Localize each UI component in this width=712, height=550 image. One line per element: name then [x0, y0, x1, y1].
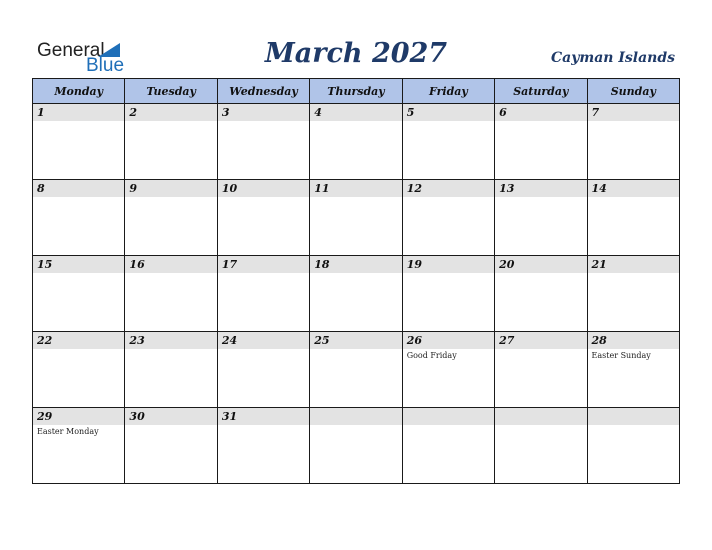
day-number: 24 [218, 332, 309, 349]
day-cell [310, 104, 402, 180]
day-number: 1 [33, 104, 124, 121]
day-cell [217, 408, 309, 484]
day-number [495, 408, 586, 425]
day-cell [125, 180, 217, 256]
day-number: 29 [33, 408, 124, 425]
day-cell [495, 180, 587, 256]
day-number: 10 [218, 180, 309, 197]
day-number: 6 [495, 104, 586, 121]
day-number: 4 [310, 104, 401, 121]
day-number: 26 [403, 332, 494, 349]
weekday-saturday: Saturday [495, 79, 587, 104]
day-cell [402, 104, 494, 180]
day-cell [587, 332, 679, 408]
day-cell [217, 256, 309, 332]
weekday-header-row [33, 79, 680, 104]
day-cell [587, 408, 679, 484]
week-row [33, 180, 680, 256]
day-number: 13 [495, 180, 586, 197]
region-name: Cayman Islands [551, 50, 675, 66]
day-number: 5 [403, 104, 494, 121]
day-number: 7 [588, 104, 679, 121]
day-number: 19 [403, 256, 494, 273]
week-row [33, 332, 680, 408]
day-number: 11 [310, 180, 401, 197]
day-cell [402, 180, 494, 256]
day-number: 12 [403, 180, 494, 197]
holiday-label: Easter Sunday [591, 351, 651, 360]
day-cell [217, 104, 309, 180]
week-row [33, 408, 680, 484]
day-cell [33, 180, 125, 256]
calendar-title: March 2027 [264, 38, 448, 69]
day-cell [125, 104, 217, 180]
day-cell [495, 332, 587, 408]
holiday-label: Good Friday [406, 351, 457, 360]
day-number: 14 [588, 180, 679, 197]
weekday-wednesday: Wednesday [217, 79, 309, 104]
day-number: 28 [588, 332, 679, 349]
day-cell [310, 256, 402, 332]
day-cell [587, 256, 679, 332]
day-number [588, 408, 679, 425]
day-number: 25 [310, 332, 401, 349]
day-cell [402, 332, 494, 408]
weekday-monday: Monday [33, 79, 125, 104]
day-cell [402, 408, 494, 484]
day-number: 3 [218, 104, 309, 121]
day-number: 17 [218, 256, 309, 273]
day-number: 30 [125, 408, 216, 425]
day-cell [33, 332, 125, 408]
day-number: 23 [125, 332, 216, 349]
calendar-grid [32, 78, 680, 484]
day-cell [495, 104, 587, 180]
day-number: 8 [33, 180, 124, 197]
week-row [33, 104, 680, 180]
day-number: 22 [33, 332, 124, 349]
logo-blue-text: Blue [86, 55, 125, 76]
weekday-tuesday: Tuesday [125, 79, 217, 104]
weekday-sunday: Sunday [587, 79, 679, 104]
weekday-friday: Friday [402, 79, 494, 104]
week-row [33, 256, 680, 332]
day-cell [125, 332, 217, 408]
day-number: 9 [125, 180, 216, 197]
day-number: 16 [125, 256, 216, 273]
day-number: 31 [218, 408, 309, 425]
day-number: 18 [310, 256, 401, 273]
day-cell [402, 256, 494, 332]
logo-general-text: General [37, 40, 105, 61]
day-cell [217, 180, 309, 256]
day-number: 20 [495, 256, 586, 273]
day-cell [587, 104, 679, 180]
day-cell [125, 408, 217, 484]
day-cell [33, 408, 125, 484]
day-number [310, 408, 401, 425]
day-number: 15 [33, 256, 124, 273]
day-number: 27 [495, 332, 586, 349]
day-number [403, 408, 494, 425]
day-cell [310, 180, 402, 256]
holiday-label: Easter Monday [37, 427, 99, 436]
day-cell [217, 332, 309, 408]
weekday-thursday: Thursday [310, 79, 402, 104]
day-number: 2 [125, 104, 216, 121]
day-cell [495, 408, 587, 484]
day-number: 21 [588, 256, 679, 273]
day-cell [495, 256, 587, 332]
day-cell [310, 332, 402, 408]
day-cell [125, 256, 217, 332]
day-cell [33, 256, 125, 332]
day-cell [33, 104, 125, 180]
day-cell [587, 180, 679, 256]
day-cell [310, 408, 402, 484]
